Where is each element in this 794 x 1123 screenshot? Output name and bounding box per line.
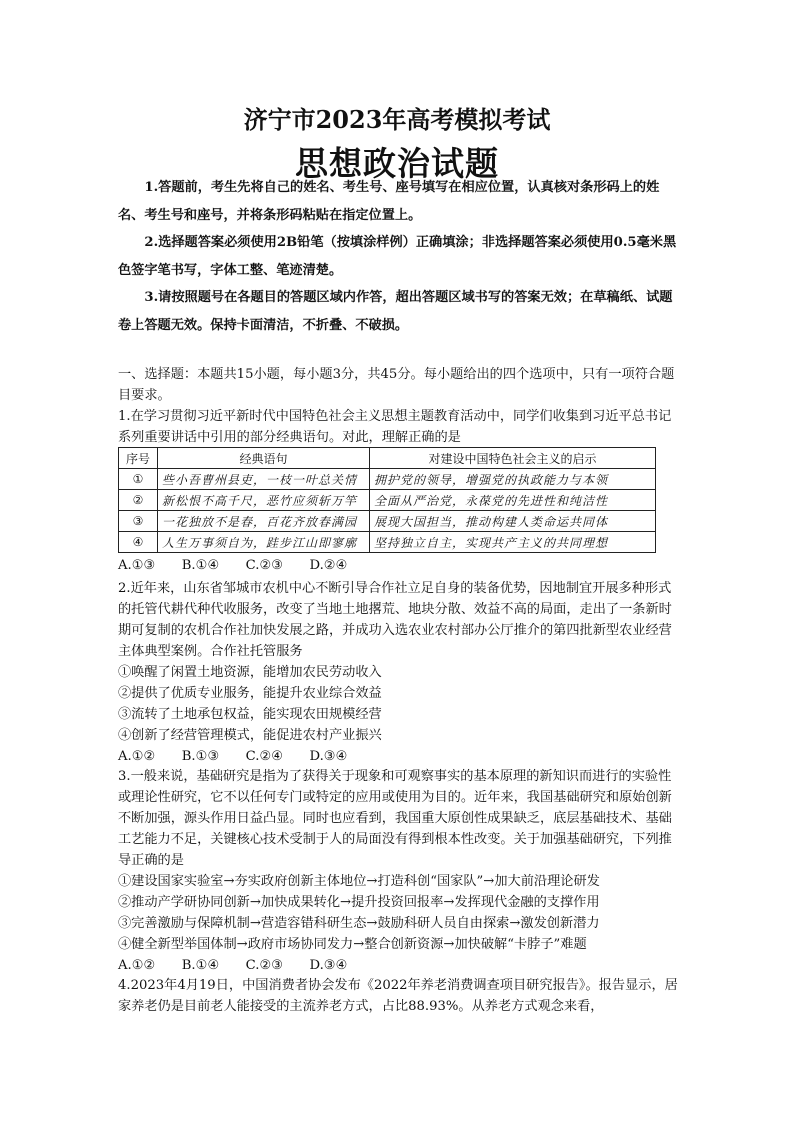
- question-1-text: 1.在学习贯彻习近平新时代中国特色社会主义思想主题教育活动中，同学们收集到习近平总书记系列重要讲话中引用的部分经典语句。对此，理解正确的是: [118, 409, 672, 445]
- section-heading-text: 一、选择题：本题共15小题，每小题3分，共45分。每小题给出的四个选项中，只有一项符合题目要求。: [118, 367, 675, 403]
- table-row: [119, 511, 656, 532]
- row-num: ①: [119, 469, 158, 490]
- row-insight: 坚持独立自主，实现共产主义的共同理想: [370, 532, 656, 553]
- question-3-choice-2: ②推动产学研协同创新→加快成果转化→提升投资回报率→发挥现代金融的支撑作用: [118, 895, 600, 910]
- question-2-text: 2.近年来，山东省邹城市农机中心不断引导合作社立足自身的装备优势，因地制宜开展多种形式的托管代耕代种代收服务，改变了当地土地撂荒、地块分散、效益不高的局面，走出了一条新时期可复制的农机合作社加快发展之路，并成功入选农业农村部办公厅推介的第四批新型农业经营主体典型案例。合作社托管服务: [118, 581, 672, 659]
- table-row: [119, 490, 656, 511]
- question-2-choice-3: ③流转了土地承包权益，能实现农田规模经营: [118, 707, 382, 722]
- question-2-choice-2: ②提供了优质专业服务，能提升农业综合效益: [118, 686, 382, 701]
- row-quote: 一花独放不是春，百花齐放春满园: [158, 511, 370, 532]
- question-3: [118, 766, 680, 976]
- question-2-options-text: A.①② B.①③ C.②④ D.③④: [118, 749, 348, 764]
- table-row: [119, 532, 656, 553]
- question-2: [118, 578, 680, 767]
- question-2-choice-1: ①唤醒了闲置土地资源，能增加农民劳动收入: [118, 665, 382, 680]
- question-3-choice-3: ③完善激励与保障机制→营造容错科研生态→鼓励科研人员自由探索→激发创新潜力: [118, 916, 600, 931]
- subject-title: 思想政治试题: [295, 144, 499, 183]
- question-3-text: 3.一般来说，基础研究是指为了获得关于现象和可观察事实的基本原理的新知识而进行的实验性或理论性研究，它不以任何专门或特定的应用或使用为目的。近年来，我国基础研究和原始创新不断加强，源头作用日益凸显。同时也应看到，我国重大原创性成果缺乏，底层基础技术、基础工艺能力不足，关键核心技术受制于人的局面没有得到根本性改变。关于加强基础研究，下列推导正确的是: [118, 769, 672, 868]
- question-4-text: 4.2023年4月19日，中国消费者协会发布《2022年养老消费调查项目研究报告》。报告显示，居家养老仍是目前老人能接受的主流养老方式，占比88.93%。从养老方式观念来看，: [118, 978, 678, 1014]
- question-3-options-text: A.①② B.①④ C.②③ D.③④: [118, 958, 348, 973]
- row-quote: 新松恨不高千尺，恶竹应须斩万竿: [158, 490, 370, 511]
- question-1-stem: [118, 406, 680, 448]
- col-header-num: 序号: [119, 448, 158, 469]
- col-header-quote: 经典语句: [158, 448, 370, 469]
- col-header-insight: 对建设中国特色社会主义的启示: [370, 448, 656, 469]
- row-num: ②: [119, 490, 158, 511]
- row-quote: 人生万事须自为，跬步江山即寥廓: [158, 532, 370, 553]
- instruction-1: 1.答题前，考生先将自己的姓名、考生号、座号填写在相应位置，认真核对条形码上的姓名、考生号和座号，并将条形码粘贴在指定位置上。: [118, 180, 660, 223]
- row-insight: 全面从严治党，永葆党的先进性和纯洁性: [370, 490, 656, 511]
- instruction-2: 2.选择题答案必须使用2B铅笔（按填涂样例）正确填涂；非选择题答案必须使用0.5毫米黑色签字笔书写，字体工整、笔迹清楚。: [118, 235, 677, 278]
- instructions: [118, 174, 678, 339]
- question-4: [118, 975, 680, 1017]
- section-heading: [118, 364, 680, 406]
- table-header-row: [119, 448, 656, 469]
- question-3-choice-1: ①建设国家实验室→夯实政府创新主体地位→打造科创“国家队”→加大前沿理论研发: [118, 874, 600, 889]
- row-num: ④: [119, 532, 158, 553]
- question-2-choice-4: ④创新了经营管理模式，能促进农村产业振兴: [118, 728, 382, 743]
- question-1-options-text: A.①③ B.①④ C.②③ D.②④: [118, 558, 348, 573]
- exam-title: 济宁市2023年高考模拟考试: [243, 105, 551, 134]
- question-3-choice-4: ④健全新型举国体制→政府市场协同发力→整合创新资源→加快破解“卡脖子”难题: [118, 937, 587, 952]
- row-num: ③: [119, 511, 158, 532]
- row-insight: 拥护党的领导，增强党的执政能力与本领: [370, 469, 656, 490]
- question-1-table: [118, 447, 656, 553]
- row-quote: 些小吾曹州县吏，一枝一叶总关情: [158, 469, 370, 490]
- question-1-options: [118, 555, 680, 576]
- table-row: [119, 469, 656, 490]
- instruction-3: 3.请按照题号在各题目的答题区域内作答，超出答题区域书写的答案无效；在草稿纸、试题卷上答题无效。保持卡面清洁，不折叠、不破损。: [118, 290, 673, 333]
- row-insight: 展现大国担当，推动构建人类命运共同体: [370, 511, 656, 532]
